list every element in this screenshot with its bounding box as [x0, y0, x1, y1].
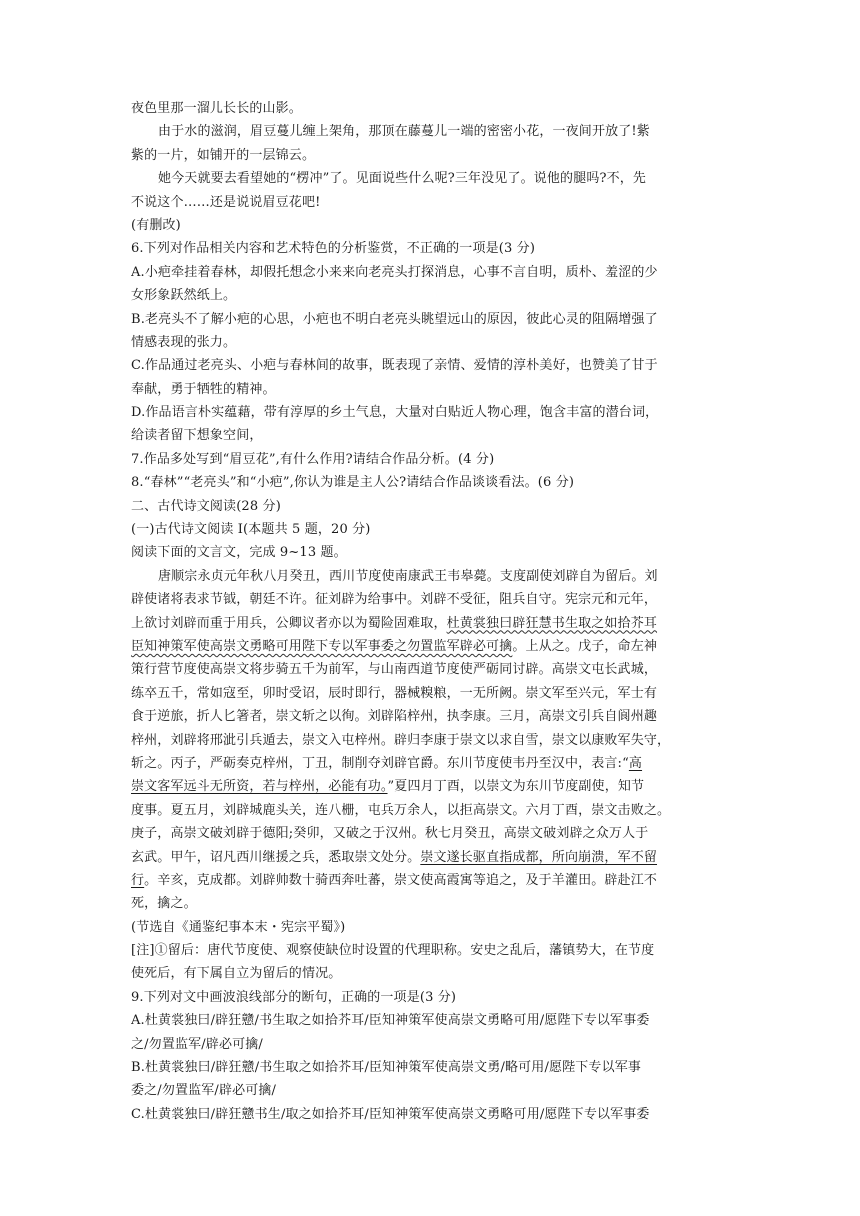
footnote: [注]①留后：唐代节度使、观察使缺位时设置的代理职称。安史之乱后，藩镇势大，在节度 — [131, 943, 655, 959]
passage-line: 唐顺宗永贞元年秋八月癸丑，西川节度使南康武王韦皋薨。支度副使刘辟自为留后。刘 — [158, 568, 658, 584]
question-6: 6.下列对作品相关内容和艺术特色的分析鉴赏，不正确的一项是(3 分) — [131, 241, 536, 257]
option-b: B.杜黄裳独曰/辟狂戆/书生取之如拾芥耳/臣知神策军使高崇文勇/略可用/愿陛下专以军事 — [131, 1060, 642, 1076]
text-line: 奉献，勇于牺牲的精神。 — [131, 381, 276, 397]
underlined-text: 行 — [131, 872, 145, 888]
option-b: B.老亮头不了解小疤的心思，小疤也不明白老亮头眺望远山的原因，彼此心灵的阻隔增强了 — [131, 311, 658, 327]
subsection-heading: (一)古代诗文阅读 I(本题共 5 题，20 分) — [131, 522, 371, 538]
option-d: D.作品语言朴实蕴藉，带有淳厚的乡土气息，大量对白贴近人物心理，饱含丰富的潜台词， — [131, 405, 659, 421]
passage-line: 食于逆旅，折人匕箸者，崇文斩之以徇。刘辟陷梓州，执李康。三月，高崇文引兵自阆州趣 — [131, 709, 658, 725]
passage-text: 玄武。甲午，诏凡西川继援之兵，悉取崇文处分。 — [131, 849, 421, 865]
passage-line: 死，擒之。 — [131, 896, 197, 912]
passage-text: 。上从之。戊子，命左神 — [512, 638, 658, 654]
passage-text: 上欲讨刘辟而重于用兵，公卿议者亦以为蜀险固难取， — [131, 615, 447, 631]
question-7: 7.作品多处写到“眉豆花”,有什么作用?请结合作品分析。(4 分) — [131, 451, 495, 467]
underlined-text: 崇文遂长驱直指成都，所向崩溃，军不留 — [420, 849, 658, 865]
source-note: (有删改) — [131, 217, 181, 233]
passage-line: 庚子，高崇文破刘辟于德阳;癸卯，又破之于汉州。秋七月癸丑，高崇文破刘辟之众万人于 — [131, 826, 649, 842]
wavy-underlined-text: 杜黄裳独曰辟狂慧书生取之如拾芥耳 — [446, 615, 658, 631]
passage-text: 斩之。丙子，严砺奏克梓州，丁丑，制削夺刘辟官爵。东川节度使韦丹至汉中，表言:“ — [131, 755, 629, 771]
option-c: C.杜黄裳独曰/辟狂戆书生/取之如拾芥耳/臣知神策军使高崇文勇略可用/愿陛下专以军事委 — [131, 1106, 650, 1122]
passage-line: 练卒五千，常如寇至，卯时受诏，辰时即行，器械糗粮，一无所阙。崇文军至兴元，军士有 — [131, 685, 658, 701]
text-line: 紫的一片，如铺开的一层锦云。 — [131, 147, 316, 163]
text-line: 给读者留下想象空间， — [131, 428, 263, 444]
document-page — [131, 97, 733, 1126]
text-line: 女形象跃然纸上。 — [131, 288, 237, 304]
passage-line — [131, 612, 733, 635]
paragraph-line: 由于水的滋润，眉豆蔓儿缠上架角，那顶在藤蔓儿一端的密密小花，一夜间开放了!紫 — [158, 124, 650, 140]
text-line: 委之/勿置监军/辟必可擒/ — [131, 1083, 277, 1099]
text-line: 之/勿置监军/辟必可擒/ — [131, 1036, 263, 1052]
paragraph-line: 她今天就要去看望她的“楞冲”了。见面说些什么呢?三年没见了。说他的腿吗?不，先 — [158, 171, 647, 187]
passage-text: ”夏四月丁酉，以崇文为东川节度副使，知节 — [387, 779, 645, 795]
underlined-text: 高 — [628, 755, 643, 771]
option-a: A.杜黄裳独曰/辟狂戆/书生取之如拾芥耳/臣知神策军使高崇文勇略可用/愿陛下专以军事委 — [131, 1013, 650, 1029]
question-9: 9.下列对文中画波浪线部分的断句，正确的一项是(3 分) — [131, 989, 457, 1005]
text-line: 夜色里那一溜儿长长的山影。 — [131, 101, 302, 116]
question-8: 8.“春林”“老亮头”和“小疤”,你认为谁是主人公?请结合作品谈谈看法。(6 分) — [131, 475, 575, 491]
text-line: 情感表现的张力。 — [131, 334, 237, 350]
passage-line: 度事。夏五月，刘辟城鹿头关，连八栅，屯兵万余人，以拒高崇文。六月丁酉，崇文击败之。 — [131, 802, 671, 818]
passage-line: 策行营节度使高崇文将步骑五千为前军，与山南西道节度使严砺同讨辟。高崇文屯长武城， — [131, 662, 658, 678]
text-line: 不说这个……还是说说眉豆花吧! — [131, 194, 321, 210]
passage-line — [131, 752, 733, 775]
passage-line — [131, 869, 733, 892]
passage-text: 。辛亥，克成都。刘辟帅数十骑西奔吐蕃，崇文使高霞寓等追之，及于羊灌田。辟赴江不 — [144, 872, 658, 888]
passage-line — [131, 775, 733, 798]
passage-line — [131, 846, 733, 869]
passage-line: 梓州，刘辟将邢泚引兵遁去，崇文入屯梓州。辟归李康于崇文以求自雪，崇文以康败军失守， — [131, 732, 671, 748]
reading-instruction: 阅读下面的文言文，完成 9~13 题。 — [131, 545, 347, 561]
passage-line — [131, 635, 733, 658]
footnote: 使死后，有下属自立为留后的情况。 — [131, 966, 342, 982]
wavy-underlined-text: 臣知神策军使高崇文勇略可用陛下专以军事委之勿置监军辟必可擒 — [131, 638, 513, 654]
option-a: A.小疤牵挂着春林，却假托想念小来来向老亮头打探消息，心事不言自明，质朴、羞涩的少 — [131, 264, 658, 280]
underlined-text: 崇文客军远斗无所资，若与梓州，必能有功。 — [131, 779, 388, 795]
section-heading: 二、古代诗文阅读(28 分) — [131, 498, 281, 514]
passage-line: 辟使诸将表求节钺，朝廷不许。征刘辟为给事中。刘辟不受征，阻兵自守。宪宗元和元年， — [131, 592, 658, 608]
option-c: C.作品通过老亮头、小疤与春林间的故事，既表现了亲情、爱情的淳朴美好，也赞美了甘于 — [131, 358, 658, 374]
source-citation: (节选自《通鉴纪事本末・宪宗平蜀》) — [131, 919, 346, 935]
